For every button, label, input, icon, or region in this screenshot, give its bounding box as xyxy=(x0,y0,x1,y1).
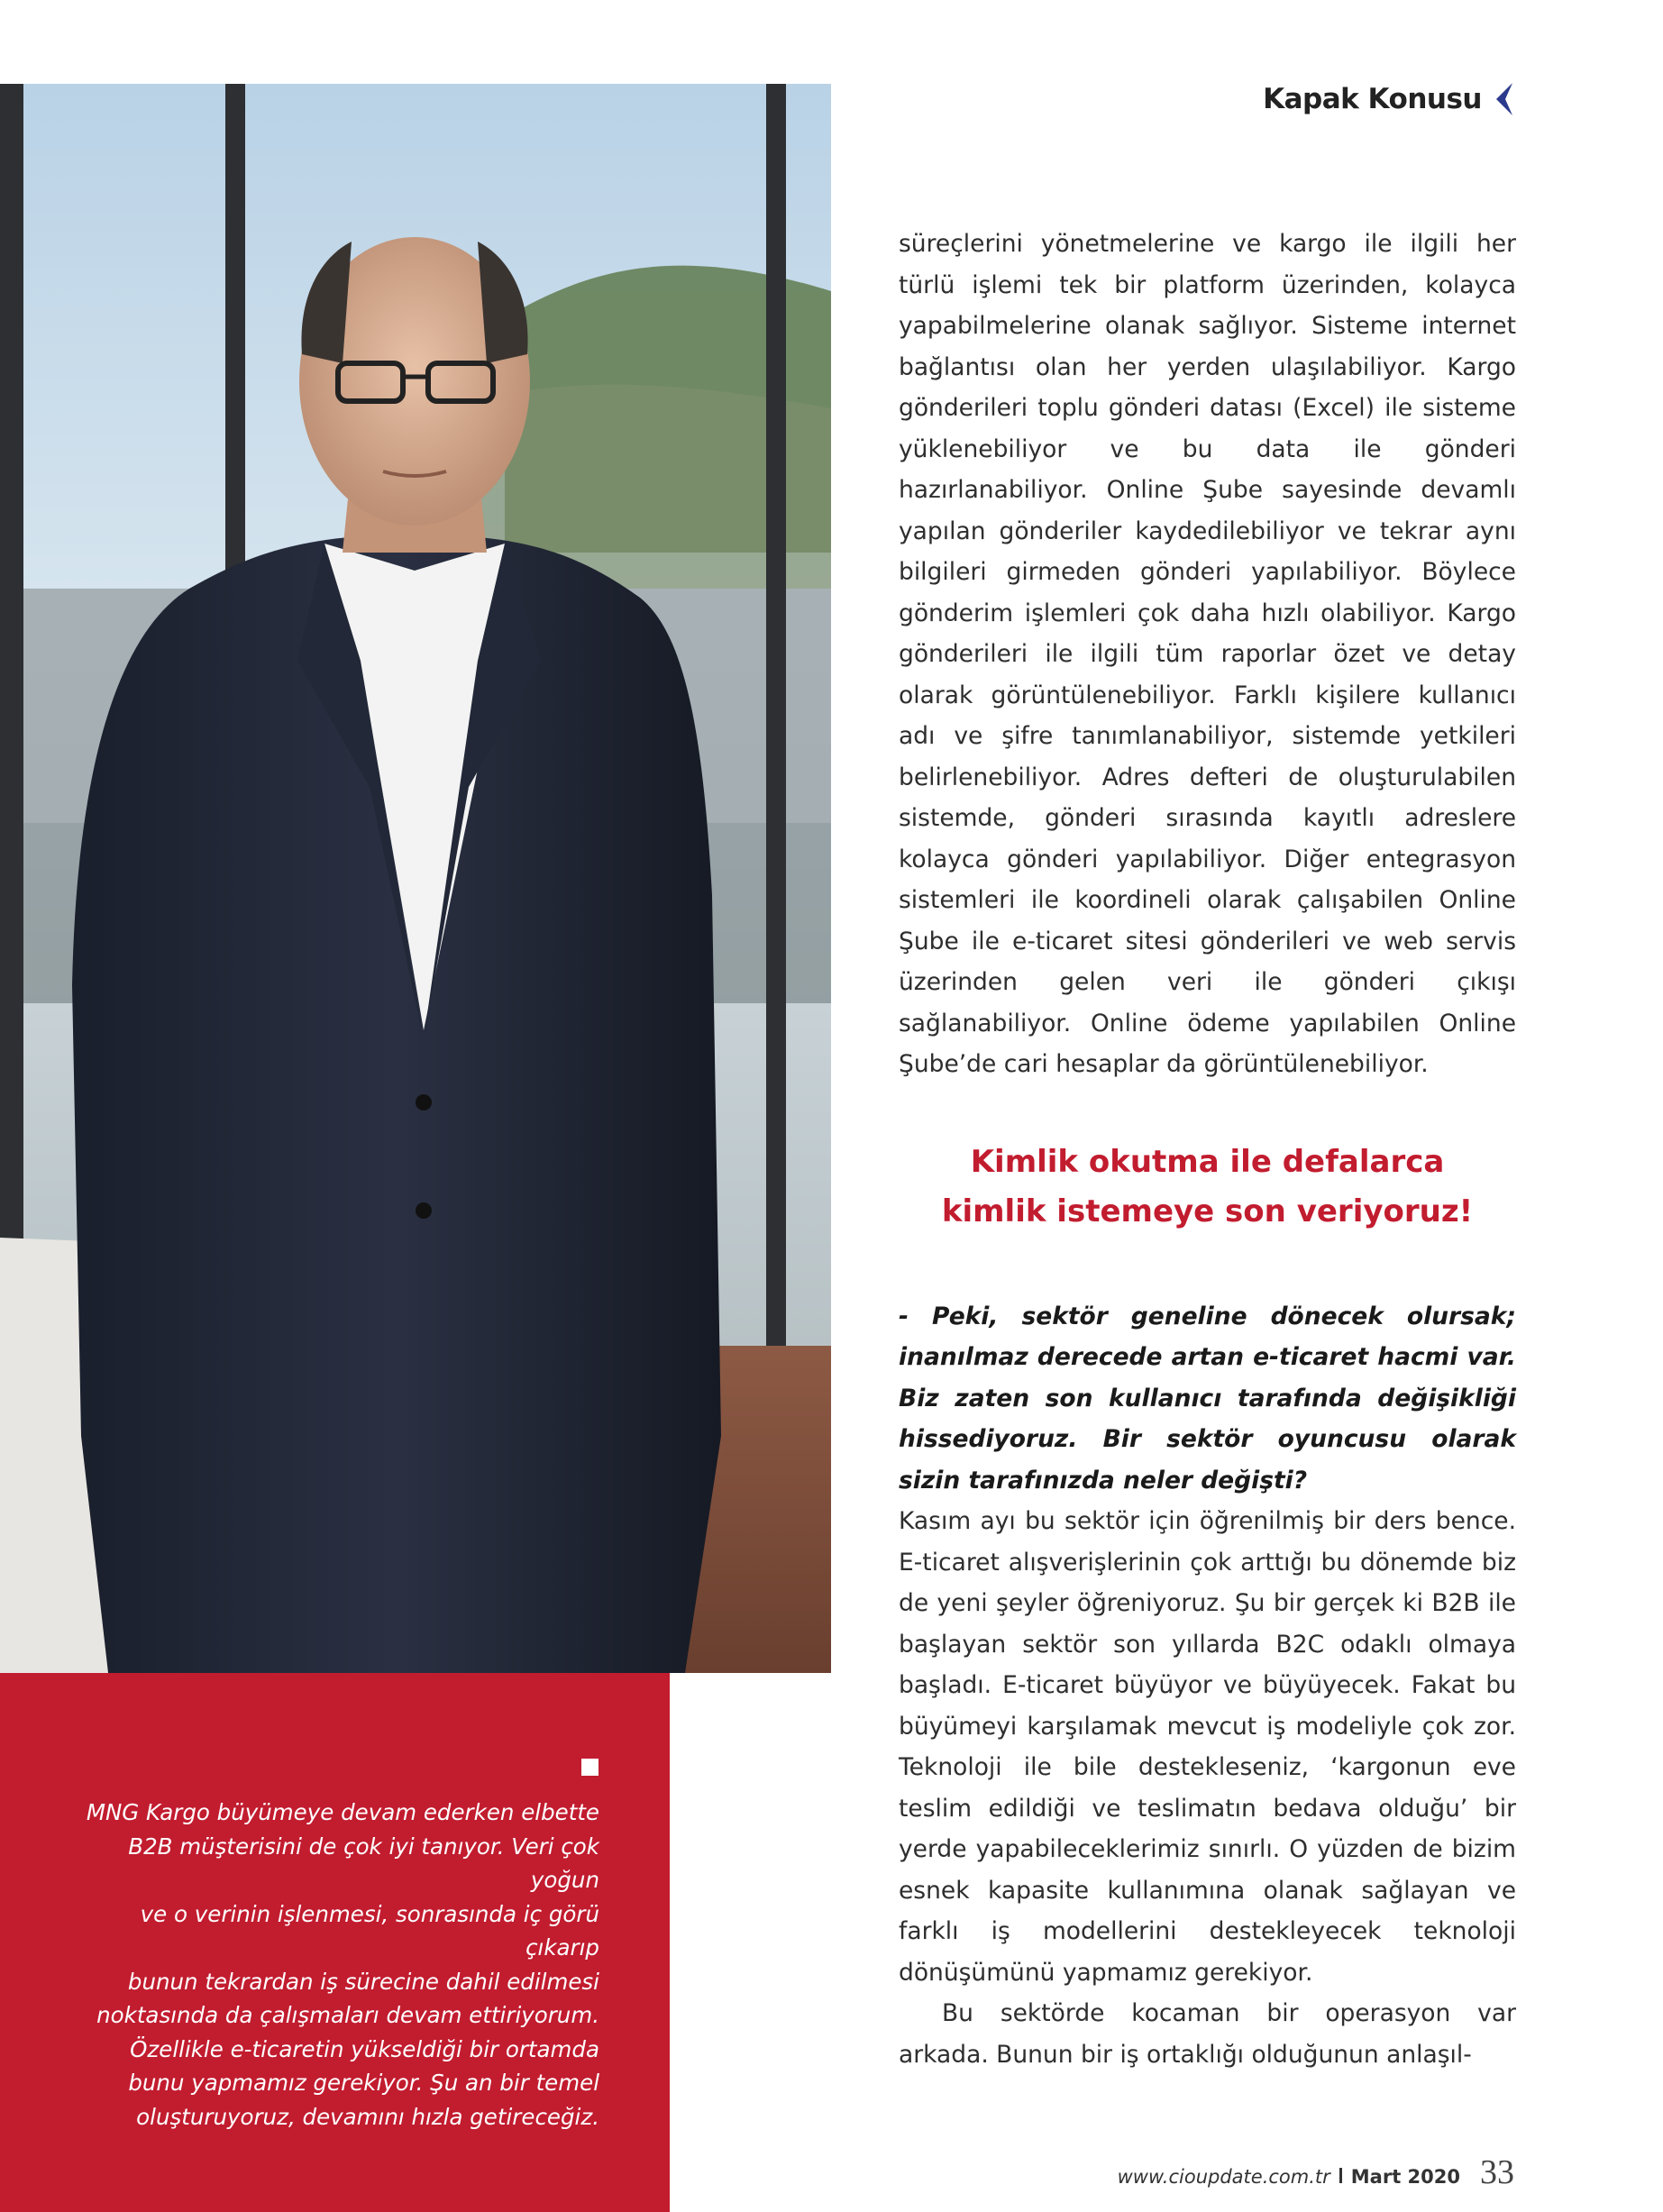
photo-caption xyxy=(72,1796,599,2134)
section-tag xyxy=(1263,81,1514,117)
caption-line: ve o verinin işlenmesi, sonrasında iç görü çıkarıp xyxy=(140,1900,599,1961)
portrait-photo xyxy=(0,84,831,1673)
article-body xyxy=(899,224,1516,2075)
caption-marker xyxy=(581,1759,598,1776)
article-paragraph: Kasım ayı bu sektör için öğrenilmiş bir ders bence. E-ticaret alışverişlerinin çok arttığı bu dönemde biz de yeni şeyler öğreniyoruz. Şu bir gerçek ki B2B ile başlayan sektör son yıllarda B2C odaklı olmaya başladı. E-ticaret büyüyor ve büyüyecek. Fakat bu büyümeyi karşılamak mevcut iş modeliyle çok zor. Teknoloji ile bile destekleseniz, ‘kargonun eve teslim edildiği ve teslimatın bedava olduğu’ bir yerde yapabileceklerimiz sınırlı. O yüzden de bizim esnek kapasite kullanımına olanak sağlayan ve farklı iş modellerini destekleyecek teknoloji dönüşümünü yapmamız gerekiyor. xyxy=(899,1507,1516,1987)
subheading-line: kimlik istemeye son veriyoruz! xyxy=(941,1193,1474,1229)
caption-line: oluşturuyoruz, devamını hızla getireceğiz. xyxy=(136,2103,599,2130)
footer-issue: Mart 2020 xyxy=(1350,2166,1460,2188)
caption-line: Özellikle e-ticaretin yükseldiği bir ortamda xyxy=(130,2035,599,2062)
page-footer xyxy=(1118,2153,1514,2192)
interview-question: - Peki, sektör geneline dönecek olursak; inanılmaz derecede artan e-ticaret hacmi var. Biz zaten son kullanıcı tarafında değişikliği hissediyoruz. Bir sektör oyuncusu olarak sizin tarafınızda neler değişti? xyxy=(899,1302,1516,1494)
caption-box xyxy=(0,1673,670,2212)
article-subheading xyxy=(899,1138,1516,1237)
page-number: 33 xyxy=(1480,2153,1514,2191)
caption-line: bunu yapmamız gerekiyor. Şu an bir temel xyxy=(128,2070,599,2096)
caption-line: bunun tekrardan iş sürecine dahil edilmesi xyxy=(127,1968,599,1995)
chevron-left-icon xyxy=(1493,81,1514,117)
article-paragraph: süreçlerini yönetmelerine ve kargo ile ilgili her türlü işlemi tek bir platform üzerinden, kolayca yapabilmelerine olanak sağlıyor. Sisteme internet bağlantısı olan her yerden ulaşılabiliyor. Kargo gönderileri toplu gönderi datası (Excel) ile sisteme yüklenebiliyor ve bu data ile gönderi hazırlanabiliyor. Online Şube sayesinde devamlı yapılan gönderiler kaydedilebiliyor ve tekrar aynı bilgileri girmeden gönderi yapılabiliyor. Böylece gönderim işlemleri çok daha hızlı olabiliyor. Kargo gönderileri ile ilgili tüm raporlar özet ve detay olarak görüntülenebiliyor. Farklı kişilere kullanıcı adı ve şifre tanımlanabiliyor, sistemde yetkileri belirlenebiliyor. Adres defteri de oluşturulabilen sistemde, gönderi sırasında kayıtlı adreslere kolayca gönderi yapılabiliyor. Diğer entegrasyon sistemleri ile koordineli olarak çalışabilen Online Şube ile e-ticaret sitesi gönderileri ve web servis üzerinden gelen veri ile gönderi çıkışı sağlanabiliyor. Online ödeme yapılabilen Online Şube’de cari hesaplar da görüntülenebiliyor. xyxy=(899,230,1516,1078)
subheading-line: Kimlik okutma ile defalarca xyxy=(970,1143,1445,1180)
section-label: Kapak Konusu xyxy=(1263,83,1482,115)
footer-website: www.cioupdate.com.tr xyxy=(1117,2166,1330,2188)
caption-line: B2B müşterisini de çok iyi tanıyor. Veri çok yoğun xyxy=(128,1833,599,1893)
article-paragraph: Bu sektörde kocaman bir operasyon var arkada. Bunun bir iş ortaklığı olduğunun anlaşıl- xyxy=(899,1999,1516,2069)
caption-line: noktasında da çalışmaları devam ettiriyorum. xyxy=(96,2002,599,2028)
caption-line: MNG Kargo büyümeye devam ederken elbette xyxy=(86,1799,599,1825)
footer-separator xyxy=(1339,2168,1342,2183)
